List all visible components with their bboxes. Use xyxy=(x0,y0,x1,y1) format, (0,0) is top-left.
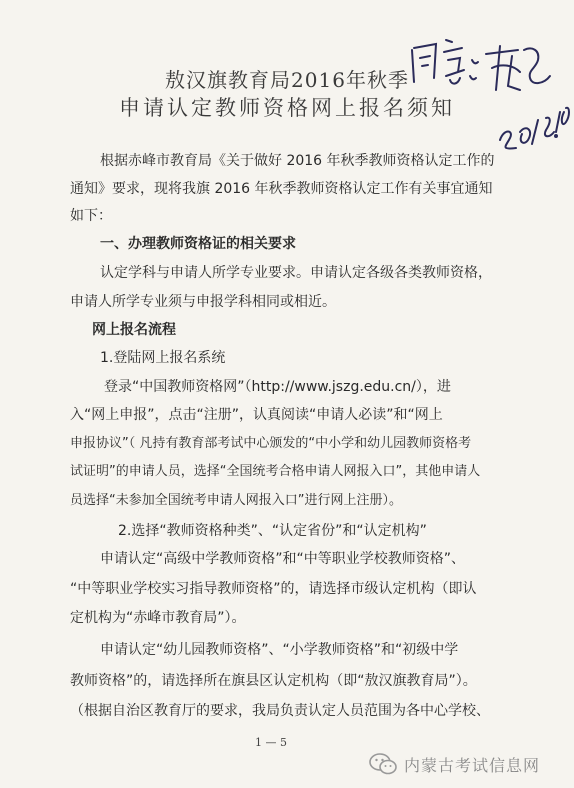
document-title-line1: 敖汉旗教育局2016年秋季 xyxy=(165,68,409,92)
step2-line6: （根据自治区教育厅的要求，我局负责认定人员范围为各中心学校、 xyxy=(70,703,490,719)
step2-line3: 定机构为“赤峰市教育局”）。 xyxy=(70,610,246,626)
s1-line1: 认定学科与申请人所学专业要求。申请认定各级各类教师资格， xyxy=(100,265,492,281)
step1-line5: 员选择“未参加全国统考申请人网报入口”进行网上注册）。 xyxy=(70,493,402,508)
section-heading-1: 一、办理教师资格证的相关要求 xyxy=(100,236,296,252)
intro-line3: 如下： xyxy=(70,208,112,224)
step2-line1: 申请认定“高级中学教师资格”和“中等职业学校教师资格”、 xyxy=(100,551,466,567)
step2-line5: 教师资格”的，请选择所在旗县区认定机构（即“敖汉旗教育局”）。 xyxy=(70,673,477,689)
step2-line4: 申请认定“幼儿园教师资格”、“小学教师资格”和“初级中学 xyxy=(100,642,459,658)
wechat-icon xyxy=(368,752,398,776)
step1-heading: 1.登陆网上报名系统 xyxy=(100,350,226,366)
watermark-text: 内蒙古考试信息网 xyxy=(404,755,541,775)
step2-heading: 2.选择“教师资格种类”、“认定省份”和“认定机构” xyxy=(118,523,427,539)
intro-line1: 根据赤峰市教育局《关于做好 2016 年秋季教师资格认定工作的 xyxy=(100,153,495,169)
s1-line2: 申请人所学专业须与申报学科相同或相近。 xyxy=(70,294,336,310)
step1-line4: 试证明”的申请人员，选择“全国统考合格申请人网报入口”，其他申请人 xyxy=(70,464,481,479)
intro-line2: 通知》要求，现将我旗 2016 年秋季教师资格认定工作有关事宜通知 xyxy=(70,181,493,197)
step1-line2: 入“网上申报”，点击“注册”，认真阅读“申请人必读”和“网上 xyxy=(70,407,443,423)
section-heading-2: 网上报名流程 xyxy=(92,322,176,338)
step1-line3: 申报协议”（ 凡持有教育部考试中心颁发的“中小学和幼儿园教师资格考 xyxy=(70,436,472,451)
step1-line1: 登录“中国教师资格网”（http://www.jszg.edu.cn/），进 xyxy=(104,379,451,395)
document-title-line2: 申请认定教师资格网上报名须知 xyxy=(119,96,455,120)
watermark xyxy=(368,752,540,776)
step2-line2: “中等职业学校实习指导教师资格”的，请选择市级认定机构（即认 xyxy=(70,581,477,597)
page-number: 1 — 5 xyxy=(255,736,287,749)
